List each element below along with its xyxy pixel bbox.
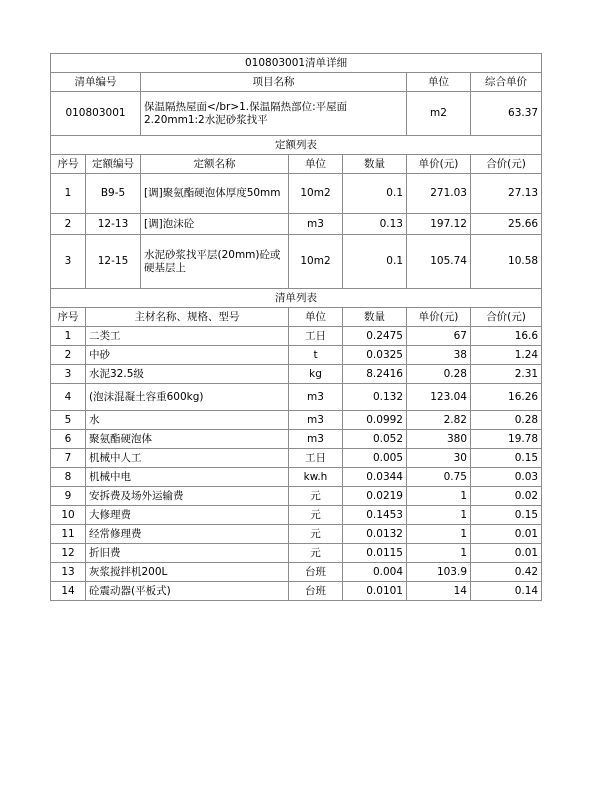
quota-price: 197.12 [407, 214, 471, 235]
quota-row [51, 174, 542, 214]
quota-code: 12-15 [86, 235, 141, 289]
materials-col-no: 序号 [51, 308, 86, 327]
material-price: 1 [407, 506, 471, 525]
bill-code: 010803001 [51, 92, 141, 136]
quota-qty: 0.13 [343, 214, 407, 235]
quota-col-total: 合价(元) [471, 155, 542, 174]
quota-qty: 0.1 [343, 235, 407, 289]
material-total: 0.01 [471, 525, 542, 544]
quota-header-row [51, 155, 542, 174]
material-row [51, 449, 542, 468]
material-name: 聚氨酯硬泡体 [86, 430, 289, 449]
quota-row [51, 214, 542, 235]
material-qty: 0.2475 [343, 327, 407, 346]
material-no: 10 [51, 506, 86, 525]
bill-unit-header: 单位 [407, 73, 471, 92]
quota-name: [调]泡沫砼 [141, 214, 289, 235]
materials-section-row [51, 289, 542, 308]
material-total: 2.31 [471, 365, 542, 384]
material-total: 0.15 [471, 506, 542, 525]
material-row [51, 411, 542, 430]
material-row [51, 582, 542, 601]
quota-section-row [51, 136, 542, 155]
material-name: 机械中电 [86, 468, 289, 487]
material-price: 38 [407, 346, 471, 365]
material-unit: m3 [289, 384, 343, 411]
material-qty: 0.004 [343, 563, 407, 582]
material-price: 380 [407, 430, 471, 449]
material-unit: 工日 [289, 327, 343, 346]
material-no: 7 [51, 449, 86, 468]
material-name: 砼震动器(平板式) [86, 582, 289, 601]
material-qty: 0.0992 [343, 411, 407, 430]
material-row [51, 430, 542, 449]
material-name: (泡沫混凝土容重600kg) [86, 384, 289, 411]
quota-code: B9-5 [86, 174, 141, 214]
material-total: 0.14 [471, 582, 542, 601]
material-row [51, 487, 542, 506]
material-row [51, 544, 542, 563]
material-qty: 0.0132 [343, 525, 407, 544]
material-price: 103.9 [407, 563, 471, 582]
quota-unit: 10m2 [289, 174, 343, 214]
material-total: 0.01 [471, 544, 542, 563]
material-unit: 元 [289, 487, 343, 506]
material-qty: 0.0219 [343, 487, 407, 506]
material-unit: 元 [289, 544, 343, 563]
material-row [51, 365, 542, 384]
bill-name-header: 项目名称 [141, 73, 407, 92]
material-no: 8 [51, 468, 86, 487]
material-row [51, 525, 542, 544]
material-price: 30 [407, 449, 471, 468]
materials-col-qty: 数量 [343, 308, 407, 327]
quota-col-unit: 单位 [289, 155, 343, 174]
material-unit: t [289, 346, 343, 365]
bill-header-row [51, 73, 542, 92]
quota-price: 271.03 [407, 174, 471, 214]
material-total: 1.24 [471, 346, 542, 365]
materials-col-price: 单价(元) [407, 308, 471, 327]
material-no: 13 [51, 563, 86, 582]
quota-col-no: 序号 [51, 155, 86, 174]
material-name: 中砂 [86, 346, 289, 365]
material-name: 大修理费 [86, 506, 289, 525]
material-no: 2 [51, 346, 86, 365]
material-unit: m3 [289, 411, 343, 430]
material-price: 14 [407, 582, 471, 601]
quota-total: 25.66 [471, 214, 542, 235]
quota-col-name: 定额名称 [141, 155, 289, 174]
quota-row [51, 235, 542, 289]
material-unit: 工日 [289, 449, 343, 468]
bill-name: 保温隔热屋面</br>1.保温隔热部位:平屋面2.20mm1:2水泥砂浆找平 [141, 92, 407, 136]
title-row [51, 54, 542, 73]
bill-price-header: 综合单价 [471, 73, 542, 92]
material-qty: 0.0325 [343, 346, 407, 365]
quota-name: 水泥砂浆找平层(20mm)砼或硬基层上 [141, 235, 289, 289]
quota-unit: 10m2 [289, 235, 343, 289]
materials-section-title: 清单列表 [51, 289, 542, 308]
material-price: 2.82 [407, 411, 471, 430]
material-price: 0.75 [407, 468, 471, 487]
materials-col-total: 合价(元) [471, 308, 542, 327]
bill-code-header: 清单编号 [51, 73, 141, 92]
quota-unit: m3 [289, 214, 343, 235]
material-price: 123.04 [407, 384, 471, 411]
material-unit: kg [289, 365, 343, 384]
material-total: 16.26 [471, 384, 542, 411]
material-name: 安拆费及场外运输费 [86, 487, 289, 506]
material-unit: 台班 [289, 563, 343, 582]
material-row [51, 468, 542, 487]
material-qty: 0.052 [343, 430, 407, 449]
bill-detail-table [50, 53, 542, 601]
material-name: 二类工 [86, 327, 289, 346]
material-name: 水泥32.5级 [86, 365, 289, 384]
material-row [51, 506, 542, 525]
material-total: 0.28 [471, 411, 542, 430]
material-name: 灰浆搅拌机200L [86, 563, 289, 582]
material-no: 9 [51, 487, 86, 506]
material-no: 4 [51, 384, 86, 411]
material-name: 折旧费 [86, 544, 289, 563]
material-price: 1 [407, 544, 471, 563]
material-unit: 元 [289, 506, 343, 525]
material-total: 16.6 [471, 327, 542, 346]
quota-total: 10.58 [471, 235, 542, 289]
material-total: 0.42 [471, 563, 542, 582]
material-no: 5 [51, 411, 86, 430]
material-no: 11 [51, 525, 86, 544]
materials-col-name: 主材名称、规格、型号 [86, 308, 289, 327]
material-total: 0.03 [471, 468, 542, 487]
quota-name: [调]聚氨酯硬泡体厚度50mm [141, 174, 289, 214]
material-qty: 0.0101 [343, 582, 407, 601]
material-total: 19.78 [471, 430, 542, 449]
material-qty: 8.2416 [343, 365, 407, 384]
material-no: 14 [51, 582, 86, 601]
quota-code: 12-13 [86, 214, 141, 235]
material-name: 水 [86, 411, 289, 430]
quota-section-title: 定额列表 [51, 136, 542, 155]
quota-no: 3 [51, 235, 86, 289]
bill-item-row [51, 92, 542, 136]
material-row [51, 384, 542, 411]
material-price: 67 [407, 327, 471, 346]
bill-price: 63.37 [471, 92, 542, 136]
table-title: 010803001清单详细 [51, 54, 542, 73]
material-qty: 0.0344 [343, 468, 407, 487]
material-price: 1 [407, 487, 471, 506]
quota-qty: 0.1 [343, 174, 407, 214]
material-name: 经常修理费 [86, 525, 289, 544]
material-price: 0.28 [407, 365, 471, 384]
material-unit: m3 [289, 430, 343, 449]
material-qty: 0.1453 [343, 506, 407, 525]
materials-header-row [51, 308, 542, 327]
quota-price: 105.74 [407, 235, 471, 289]
quota-no: 2 [51, 214, 86, 235]
material-name: 机械中人工 [86, 449, 289, 468]
material-no: 3 [51, 365, 86, 384]
material-qty: 0.0115 [343, 544, 407, 563]
materials-col-unit: 单位 [289, 308, 343, 327]
quota-col-qty: 数量 [343, 155, 407, 174]
material-unit: 台班 [289, 582, 343, 601]
quota-col-price: 单价(元) [407, 155, 471, 174]
bill-unit: m2 [407, 92, 471, 136]
material-row [51, 563, 542, 582]
material-qty: 0.005 [343, 449, 407, 468]
quota-total: 27.13 [471, 174, 542, 214]
material-qty: 0.132 [343, 384, 407, 411]
quota-col-code: 定额编号 [86, 155, 141, 174]
material-total: 0.15 [471, 449, 542, 468]
material-unit: 元 [289, 525, 343, 544]
quota-no: 1 [51, 174, 86, 214]
material-row [51, 327, 542, 346]
material-no: 12 [51, 544, 86, 563]
material-row [51, 346, 542, 365]
material-price: 1 [407, 525, 471, 544]
material-no: 1 [51, 327, 86, 346]
material-unit: kw.h [289, 468, 343, 487]
material-no: 6 [51, 430, 86, 449]
material-total: 0.02 [471, 487, 542, 506]
